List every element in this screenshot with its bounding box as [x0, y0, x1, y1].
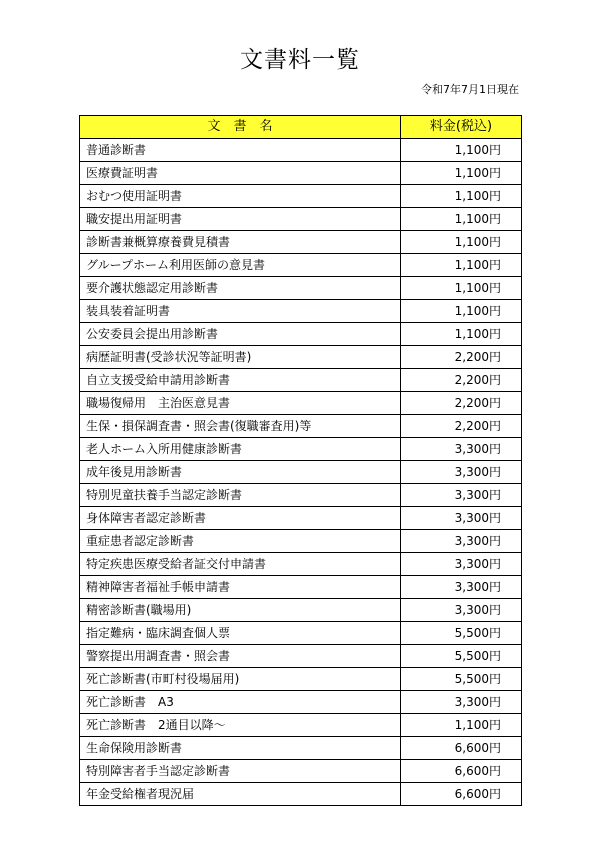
- document-title: 文書料一覧: [240, 47, 360, 73]
- table-row: [80, 760, 522, 783]
- document-name-cell: 生保・損保調査書・照会書(復職審査用)等: [80, 415, 401, 438]
- document-name-cell: 特別児童扶養手当認定診断書: [80, 484, 401, 507]
- document-name-cell: 職場復帰用 主治医意見書: [80, 392, 401, 415]
- document-name-cell: 特定疾患医療受給者証交付申請書: [80, 553, 401, 576]
- fee-cell: 1,100円: [401, 714, 522, 737]
- document-name-cell: 死亡診断書 2通目以降～: [80, 714, 401, 737]
- column-header-document-name: 文 書 名: [80, 116, 401, 139]
- fee-cell: 2,200円: [401, 415, 522, 438]
- fee-cell: 3,300円: [401, 691, 522, 714]
- fee-cell: 3,300円: [401, 507, 522, 530]
- fee-cell: 3,300円: [401, 438, 522, 461]
- document-name-cell: 死亡診断書 A3: [80, 691, 401, 714]
- fee-cell: 2,200円: [401, 392, 522, 415]
- document-name-cell: 精密診断書(職場用): [80, 599, 401, 622]
- fee-cell: 3,300円: [401, 553, 522, 576]
- fee-cell: 5,500円: [401, 622, 522, 645]
- document-name-cell: 普通診断書: [80, 139, 401, 162]
- document-name-cell: 警察提出用調査書・照会書: [80, 645, 401, 668]
- fee-cell: 1,100円: [401, 323, 522, 346]
- table-row: [80, 185, 522, 208]
- document-name-cell: 精神障害者福祉手帳申請書: [80, 576, 401, 599]
- document-name-cell: 病歴証明書(受診状況等証明書): [80, 346, 401, 369]
- document-name-cell: 死亡診断書(市町村役場届用): [80, 668, 401, 691]
- table-row: [80, 737, 522, 760]
- document-name-cell: 診断書兼概算療養費見積書: [80, 231, 401, 254]
- table-row: [80, 162, 522, 185]
- document-name-cell: 重症患者認定診断書: [80, 530, 401, 553]
- table-row: [80, 622, 522, 645]
- table-row: [80, 208, 522, 231]
- document-name-cell: 年金受給権者現況届: [80, 783, 401, 806]
- table-row: [80, 323, 522, 346]
- table-row: [80, 438, 522, 461]
- fee-cell: 5,500円: [401, 668, 522, 691]
- fee-cell: 2,200円: [401, 369, 522, 392]
- fee-cell: 3,300円: [401, 599, 522, 622]
- table-row: [80, 346, 522, 369]
- document-name-cell: 成年後見用診断書: [80, 461, 401, 484]
- fee-cell: 3,300円: [401, 484, 522, 507]
- document-name-cell: 身体障害者認定診断書: [80, 507, 401, 530]
- fee-cell: 1,100円: [401, 254, 522, 277]
- document-name-cell: 特別障害者手当認定診断書: [80, 760, 401, 783]
- table-row: [80, 415, 522, 438]
- header-row: [80, 116, 522, 139]
- table-row: [80, 714, 522, 737]
- document-name-cell: 自立支援受給申請用診断書: [80, 369, 401, 392]
- document-name-cell: 指定難病・臨床調査個人票: [80, 622, 401, 645]
- document-name-cell: 生命保険用診断書: [80, 737, 401, 760]
- table-row: [80, 369, 522, 392]
- effective-date: 令和7年7月1日現在: [421, 83, 519, 96]
- fee-cell: 6,600円: [401, 783, 522, 806]
- document-name-cell: おむつ使用証明書: [80, 185, 401, 208]
- table-row: [80, 484, 522, 507]
- fee-cell: 3,300円: [401, 530, 522, 553]
- column-header-fee: 料金(税込): [401, 116, 522, 139]
- table-row: [80, 691, 522, 714]
- table-row: [80, 300, 522, 323]
- document-name-cell: 公安委員会提出用診断書: [80, 323, 401, 346]
- document-name-cell: 老人ホーム入所用健康診断書: [80, 438, 401, 461]
- document-name-cell: 職安提出用証明書: [80, 208, 401, 231]
- table-row: [80, 231, 522, 254]
- table-row: [80, 576, 522, 599]
- document-name-cell: 要介護状態認定用診断書: [80, 277, 401, 300]
- fee-cell: 1,100円: [401, 208, 522, 231]
- fee-cell: 1,100円: [401, 162, 522, 185]
- fee-cell: 5,500円: [401, 645, 522, 668]
- table-row: [80, 392, 522, 415]
- fee-cell: 2,200円: [401, 346, 522, 369]
- table-row: [80, 277, 522, 300]
- fee-cell: 3,300円: [401, 461, 522, 484]
- fee-table-body: [80, 139, 522, 806]
- document-name-cell: 装具装着証明書: [80, 300, 401, 323]
- fee-cell: 1,100円: [401, 300, 522, 323]
- table-row: [80, 139, 522, 162]
- fee-cell: 1,100円: [401, 277, 522, 300]
- table-row: [80, 668, 522, 691]
- fee-cell: 1,100円: [401, 231, 522, 254]
- table-row: [80, 645, 522, 668]
- fee-cell: 6,600円: [401, 737, 522, 760]
- table-row: [80, 783, 522, 806]
- table-row: [80, 530, 522, 553]
- table-row: [80, 507, 522, 530]
- fee-cell: 1,100円: [401, 185, 522, 208]
- fee-cell: 1,100円: [401, 139, 522, 162]
- table-row: [80, 553, 522, 576]
- table-row: [80, 254, 522, 277]
- fee-cell: 3,300円: [401, 576, 522, 599]
- document-name-cell: 医療費証明書: [80, 162, 401, 185]
- table-row: [80, 461, 522, 484]
- fee-cell: 6,600円: [401, 760, 522, 783]
- table-row: [80, 599, 522, 622]
- document-name-cell: グループホーム利用医師の意見書: [80, 254, 401, 277]
- fee-table-header: [80, 116, 522, 139]
- fee-table: [79, 115, 522, 806]
